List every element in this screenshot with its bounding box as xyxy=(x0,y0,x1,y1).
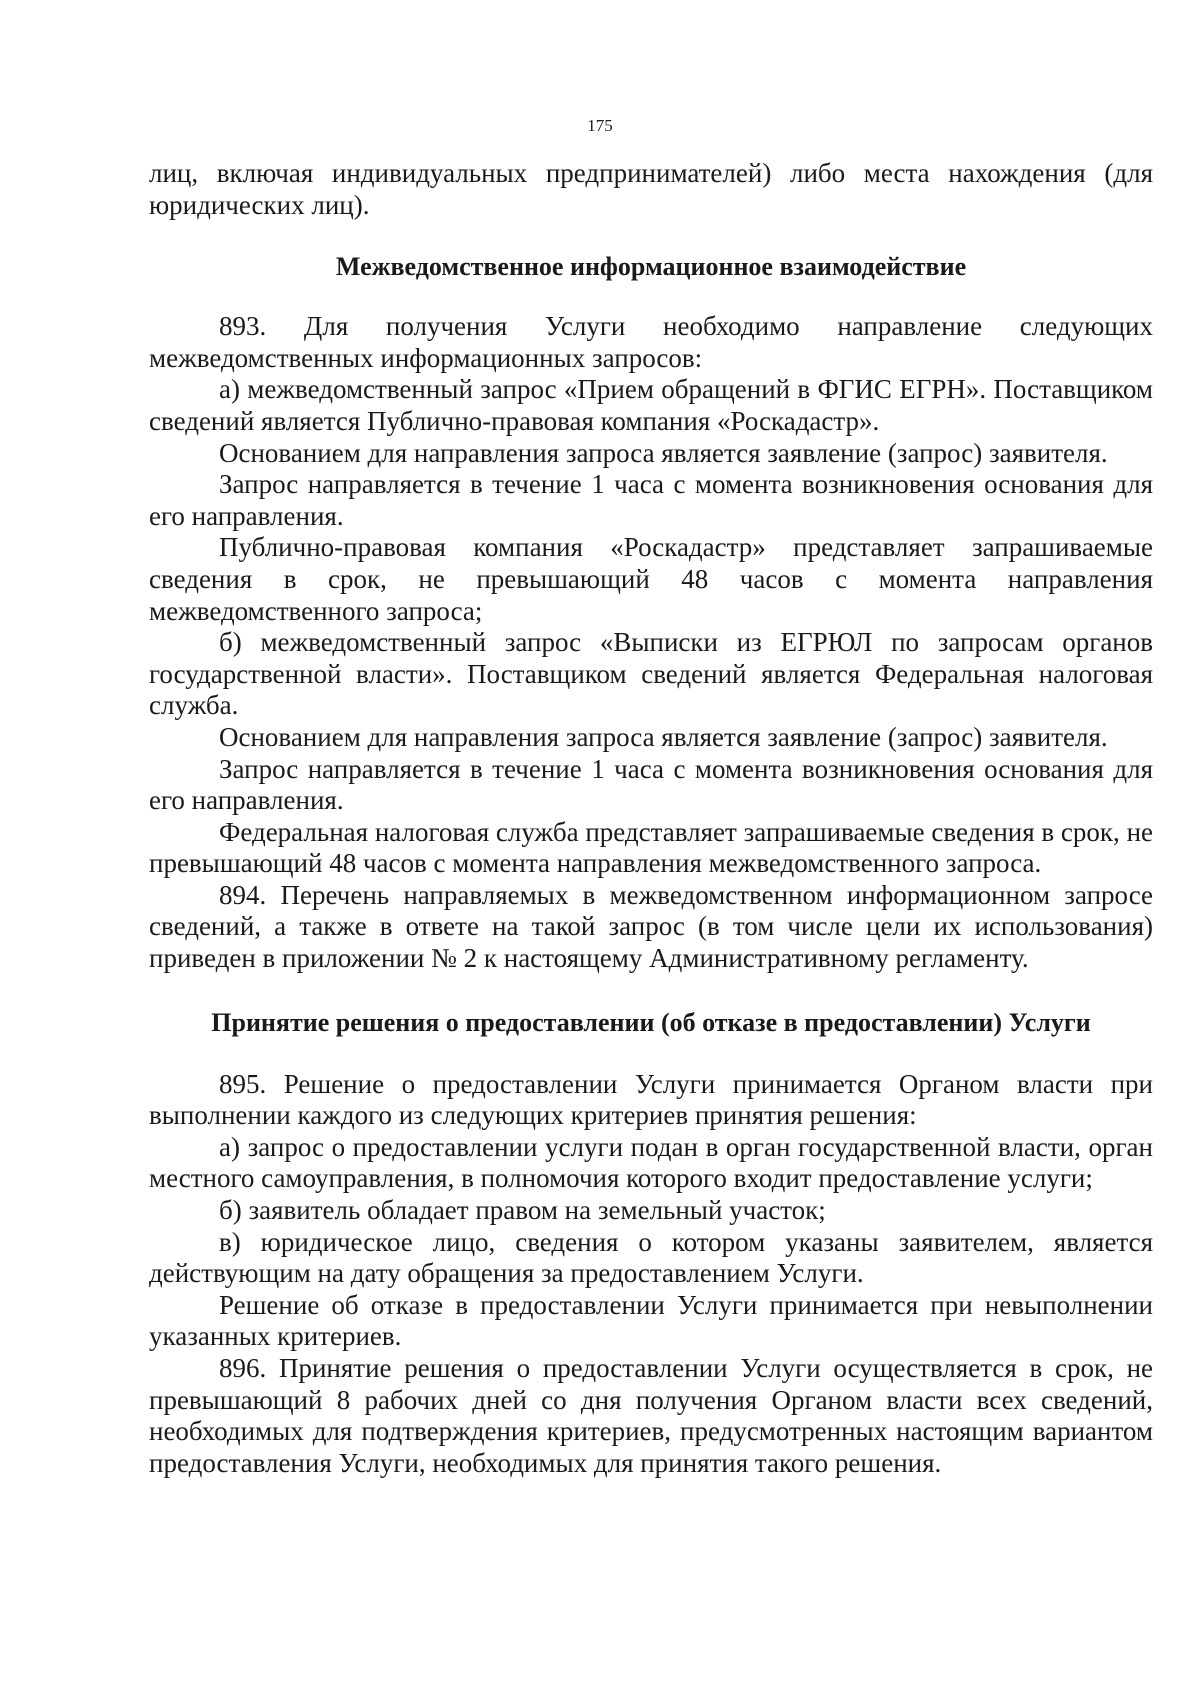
paragraph: а) запрос о предоставлении услуги подан в орган государственной власти, орган местного самоуправления, в полномочия которого входит предоставление услуги; xyxy=(149,1131,1153,1194)
paragraph: лиц, включая индивидуальных предпринимателей) либо места нахождения (для юридических лиц). xyxy=(149,158,1153,220)
intro-paragraphs xyxy=(149,158,1153,221)
section-heading-decision: Принятие решения о предоставлении (об отказе в предоставлении) Услуги xyxy=(211,1007,1091,1037)
paragraph: Основанием для направления запроса является заявление (запрос) заявителя. xyxy=(219,721,1108,752)
paragraph: Публично-правовая компания «Роскадастр» представляет запрашиваемые сведения в срок, не превышающий 48 часов с момента направления межведомственного запроса; xyxy=(149,532,1153,626)
paragraph: б) заявитель обладает правом на земельный участок; xyxy=(219,1195,826,1226)
paragraph: 895. Решение о предоставлении Услуги принимается Органом власти при выполнении каждого из следующих критериев принятия решения: xyxy=(149,1068,1153,1131)
paragraph: 894. Перечень направляемых в межведомственном информационном запросе сведений, а также в ответе на такой запрос (в том числе цели их использования) приведен в приложении № 2 к настоящему Административному регламенту. xyxy=(149,879,1153,974)
paragraph: в) юридическое лицо, сведения о котором указаны заявителем, является действующим на дату обращения за предоставлением Услуги. xyxy=(149,1226,1153,1289)
paragraph: а) межведомственный запрос «Прием обращений в ФГИС ЕГРН». Поставщиком сведений является Публично-правовая компания «Роскадастр». xyxy=(149,374,1153,436)
page-number: 175 xyxy=(587,116,613,135)
paragraph: 893. Для получения Услуги необходимо направление следующих межведомственных информационных запросов: xyxy=(149,311,1153,373)
paragraph: Основанием для направления запроса является заявление (запрос) заявителя. xyxy=(219,437,1108,468)
paragraph: Запрос направляется в течение 1 часа с момента возникновения основания для его направления. xyxy=(149,753,1153,816)
document-body xyxy=(149,158,1153,1479)
section-decision-paragraphs xyxy=(149,1069,1153,1480)
section-heading-interagency: Межведомственное информационное взаимодействие xyxy=(335,252,967,282)
paragraph: Запрос направляется в течение 1 часа с момента возникновения основания для его направления. xyxy=(149,469,1153,531)
paragraph: 896. Принятие решения о предоставлении Услуги осуществляется в срок, не превышающий 8 рабочих дней со дня получения Органом власти всех сведений, необходимых для подтверждения критериев, предусмотренных настоящим вариантом предоставления Услуги, необходимых для принятия такого решения. xyxy=(149,1353,1153,1478)
paragraph: Федеральная налоговая служба представляет запрашиваемые сведения в срок, не превышающий 48 часов с момента направления межведомственного запроса. xyxy=(149,816,1153,879)
section-interagency-paragraphs xyxy=(149,311,1153,974)
paragraph: б) межведомственный запрос «Выписки из ЕГРЮЛ по запросам органов государственной власти». Поставщиком сведений является Федеральная налоговая служба. xyxy=(149,627,1153,721)
paragraph: Решение об отказе в предоставлении Услуги принимается при невыполнении указанных критериев. xyxy=(149,1289,1153,1352)
